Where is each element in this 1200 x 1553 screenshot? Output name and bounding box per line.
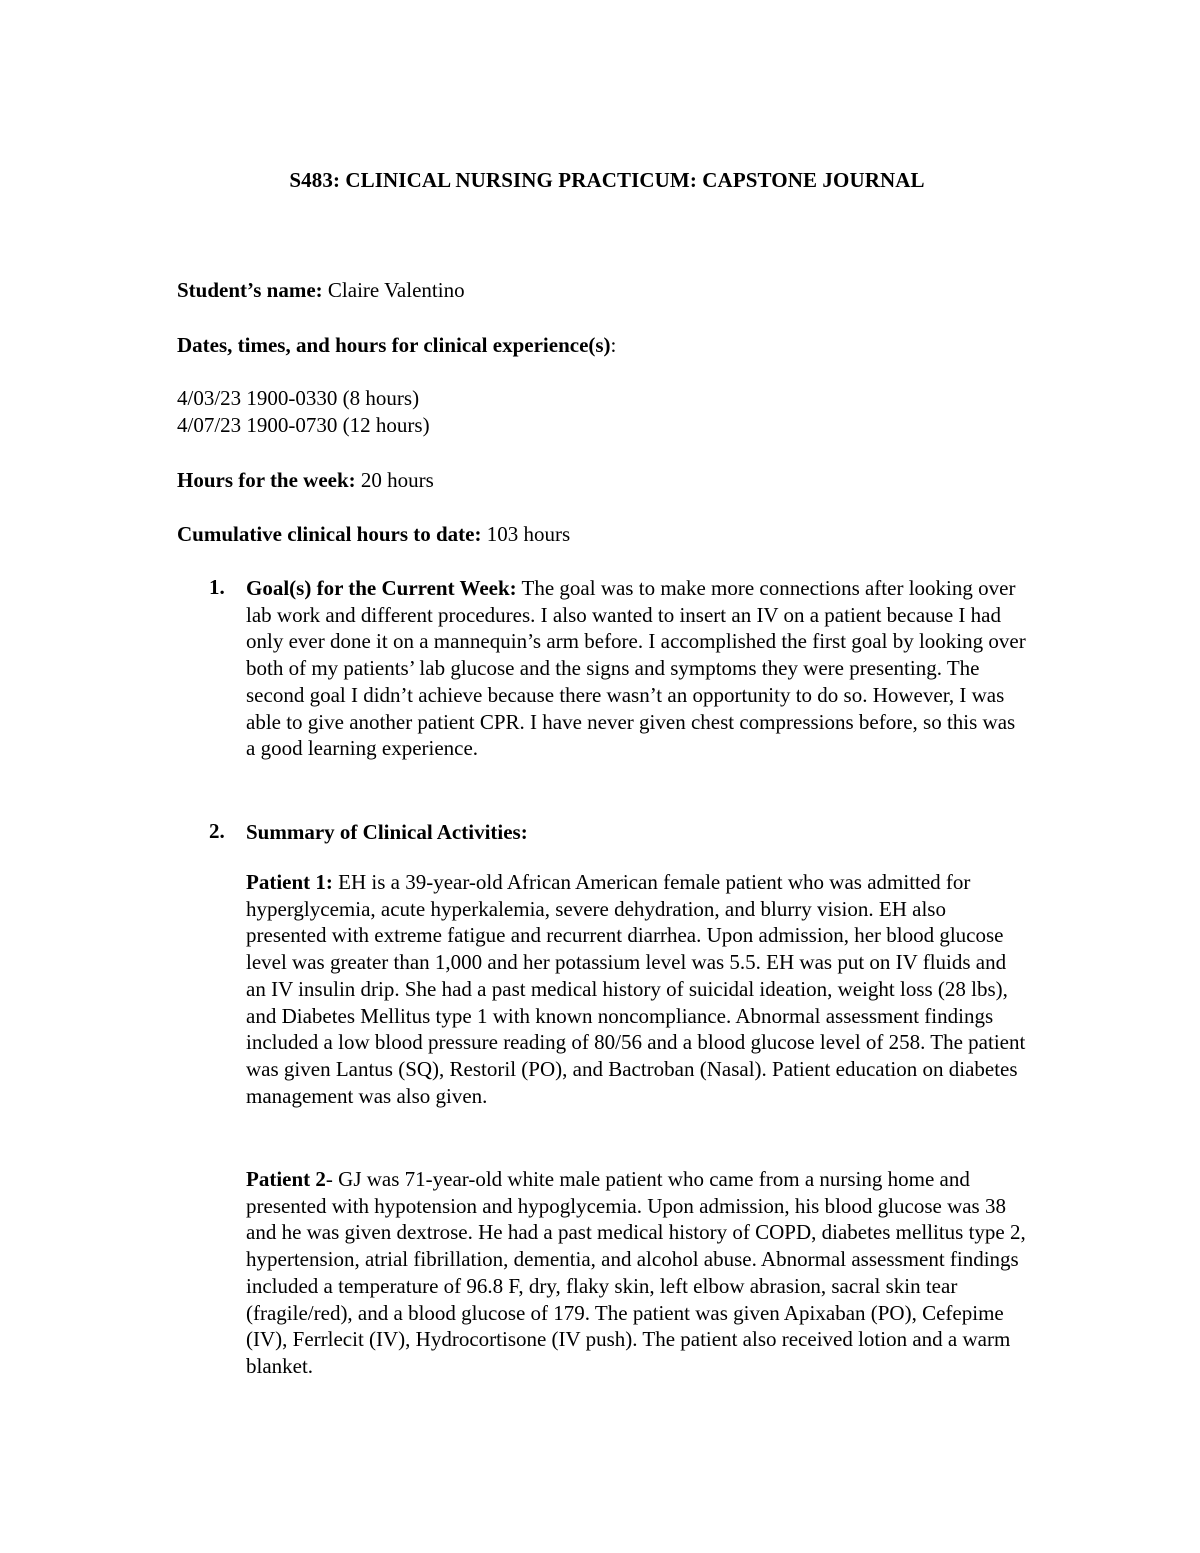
patient-1-text: EH is a 39-year-old African American female patient who was admitted for hyperglycemia, acute hyperkalemia, severe dehydration, and blurry vision. EH also presented with extreme fatigue and recurrent diarrhea. Upon admission, her blood glucose level was greater than 1,000 and her potassium level was 5.5. EH was put on IV fluids and an IV insulin drip. She had a past medical history of suicidal ideation, weight loss (28 lbs), and Diabetes Mellitus type 1 with known noncompliance. Abnormal assessment findings included a low blood pressure reading of 80/56 and a blood glucose level of 258. The patient was given Lantus (SQ), Restoril (PO), and Bactroban (Nasal). Patient education on diabetes management was also given. [246, 870, 1026, 1108]
patient-2-text: - GJ was 71-year-old white male patient who came from a nursing home and presented with hypotension and hypoglycemia. Upon admission, his blood glucose was 38 and he was given dextrose. He had a past medical history of COPD, diabetes mellitus type 2, hypertension, atrial fibrillation, dementia, and alcohol abuse. Abnormal assessment findings included a temperature of 96.8 F, dry, flaky skin, left elbow abrasion, sacral skin tear (fragile/red), and a blood glucose of 179. The patient was given Apixaban (PO), Cefepime (IV), Ferrlecit (IV), Hydrocortisone (IV push). The patient also received lotion and a warm blanket. [246, 1167, 1026, 1378]
hours-week-value: 20 hours [360, 468, 434, 492]
dates-heading-colon: : [610, 333, 617, 357]
cumulative-hours-value: 103 hours [486, 522, 571, 546]
goals-body [246, 575, 1026, 762]
goals-number: 1. [209, 575, 225, 599]
dates-heading: Dates, times, and hours for clinical experience(s) [177, 333, 611, 357]
summary-label: Summary of Clinical Activities: [246, 820, 528, 844]
hours-week-label: Hours for the week: [177, 468, 356, 492]
patient-2-label: Patient 2 [246, 1167, 326, 1191]
patient-1-label: Patient 1: [246, 870, 333, 894]
cumulative-hours-line [177, 522, 570, 547]
hours-week-line [177, 468, 434, 493]
dates-heading-line [177, 333, 616, 358]
cumulative-hours-label: Cumulative clinical hours to date: [177, 522, 482, 546]
student-name-line [177, 278, 465, 303]
student-name-value: Claire Valentino [327, 278, 465, 302]
summary-heading [246, 819, 1026, 846]
student-name-label: Student’s name: [177, 278, 323, 302]
goals-label: Goal(s) for the Current Week: [246, 576, 517, 600]
page-title: S483: CLINICAL NURSING PRACTICUM: CAPSTONE JOURNAL [289, 168, 925, 192]
goals-text: The goal was to make more connections after looking over lab work and different procedures. I also wanted to insert an IV on a patient because I had only ever done it on a mannequin’s arm before. I accomplished the first goal by looking over both of my patients’ lab glucose and the signs and symptoms they were presenting. The second goal I didn’t achieve because there wasn’t an opportunity to do so. However, I was able to give another patient CPR. I have never given chest compressions before, so this was a good learning experience. [246, 576, 1026, 761]
date-entry-2: 4/07/23 1900-0730 (12 hours) [177, 413, 430, 437]
patient-1-paragraph [246, 869, 1028, 1109]
date-entry-1: 4/03/23 1900-0330 (8 hours) [177, 386, 420, 410]
patient-2-paragraph [246, 1166, 1028, 1380]
summary-number: 2. [209, 819, 225, 843]
